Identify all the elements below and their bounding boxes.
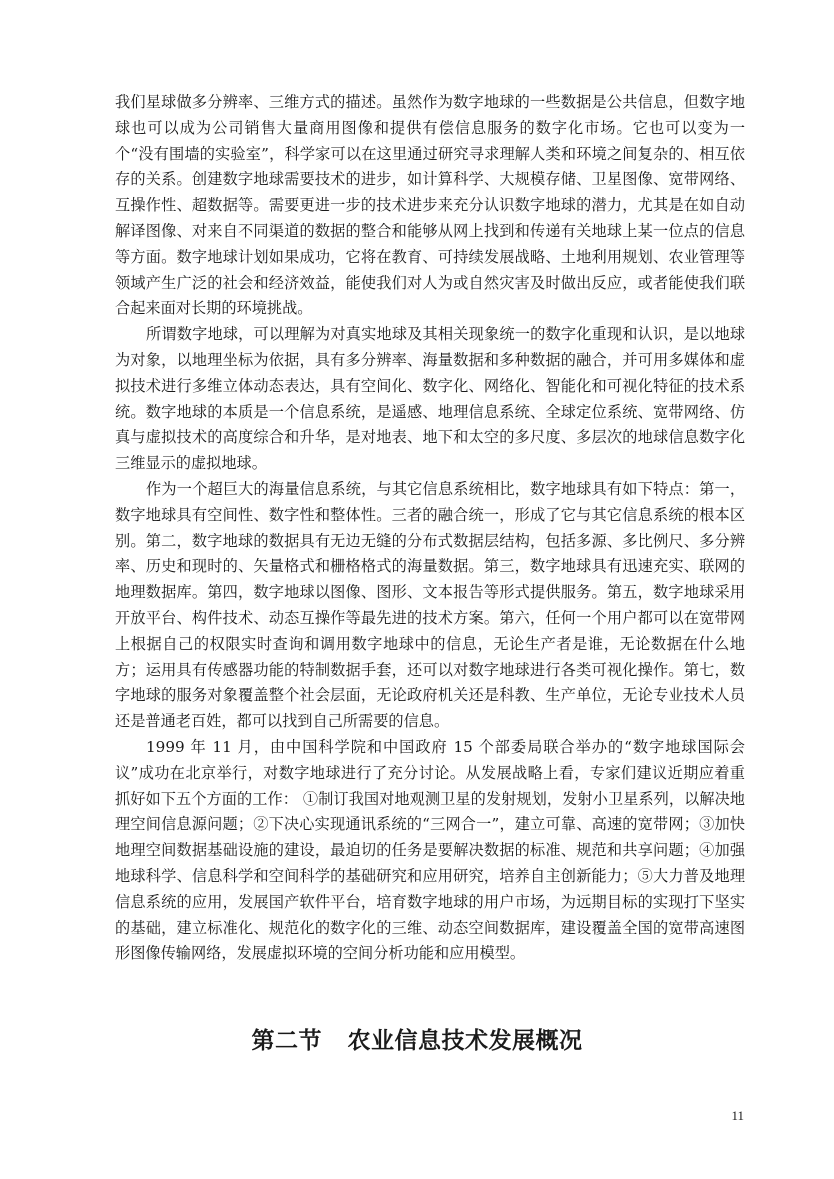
paragraph-1: 我们星球做多分辨率、三维方式的描述。虽然作为数字地球的一些数据是公共信息，但数字地球也可以成为公司销售大量商用图像和提供有偿信息服务的数字化市场。它也可以变为一个“没有围墙的实验室”，科学家可以在这里通过研究寻求理解人类和环境之间复杂的、相互依存的关系。创建数字地球需要技术的进步，如计算科学、大规模存储、卫星图像、宽带网络、互操作性、超数据等。需要更进一步的技术进步来充分认识数字地球的潜力，尤其是在如自动解译图像、对来自不同渠道的数据的整合和能够从网上找到和传递有关地球上某一位点的信息等方面。数字地球计划如果成功，它将在教育、可持续发展战略、土地利用规划、农业管理等领域产生广泛的社会和经济效益，能使我们对人为或自然灾害及时做出反应，或者能使我们联合起来面对长期的环境挑战。 bbox=[115, 93, 745, 318]
paragraph-2: 所谓数字地球，可以理解为对真实地球及其相关现象统一的数字化重现和认识，是以地球为对象，以地理坐标为依据，具有多分辨率、海量数据和多种数据的融合，并可用多媒体和虚拟技术进行多维立体动态表达，具有空间化、数字化、网络化、智能化和可视化特征的技术系统。数字地球的本质是一个信息系统，是遥感、地理信息系统、全球定位系统、宽带网络、仿真与虚拟技术的高度综合和升华，是对地表、地下和太空的多尺度、多层次的地球信息数字化三维显示的虚拟地球。 bbox=[115, 325, 745, 473]
section-title: 第二节 农业信息技术发展概况 bbox=[251, 1028, 583, 1054]
page-number: 11 bbox=[731, 1108, 744, 1123]
document-body bbox=[115, 90, 745, 967]
paragraph-3: 作为一个超巨大的海量信息系统，与其它信息系统相比，数字地球具有如下特点：第一，数字地球具有空间性、数字性和整体性。三者的融合统一，形成了它与其它信息系统的根本区别。第二，数字地球的数据具有无边无缝的分布式数据层结构，包括多源、多比例尺、多分辨率、历史和现时的、矢量格式和栅格格式的海量数据。第三，数字地球具有迅速充实、联网的地理数据库。第四，数字地球以图像、图形、文本报告等形式提供服务。第五，数字地球采用开放平台、构件技术、动态互操作等最先进的技术方案。第六，任何一个用户都可以在宽带网上根据自己的权限实时查询和调用数字地球中的信息，无论生产者是谁，无论数据在什么地方；运用具有传感器功能的特制数据手套，还可以对数字地球进行各类可视化操作。第七，数字地球的服务对象覆盖整个社会层面，无论政府机关还是科教、生产单位，无论专业技术人员还是普通老百姓，都可以找到自己所需要的信息。 bbox=[115, 479, 745, 731]
paragraph-4: 1999 年 11 月，由中国科学院和中国政府 15 个部委局联合举办的“数字地球国际会议”成功在北京举行，对数字地球进行了充分讨论。从发展战略上看，专家们建议近期应着重抓好如下五个方面的工作： ①制订我国对地观测卫星的发射规划，发射小卫星系列，以解决地理空间信息源问题；②下决心实现通讯系统的“三网合一”，建立可靠、高速的宽带网；③加快地理空间数据基础设施的建设，最迫切的任务是要解决数据的标准、规范和共享问题；④加强地球科学、信息科学和空间科学的基础研究和应用研究，培养自主创新能力；⑤大力普及地理信息系统的应用，发展国产软件平台，培育数字地球的用户市场，为远期目标的实现打下坚实的基础，建立标准化、规范化的数字化的三维、动态空间数据库，建设覆盖全国的宽带高速图形图像传输网络，发展虚拟环境的空间分析功能和应用模型。 bbox=[115, 737, 745, 963]
